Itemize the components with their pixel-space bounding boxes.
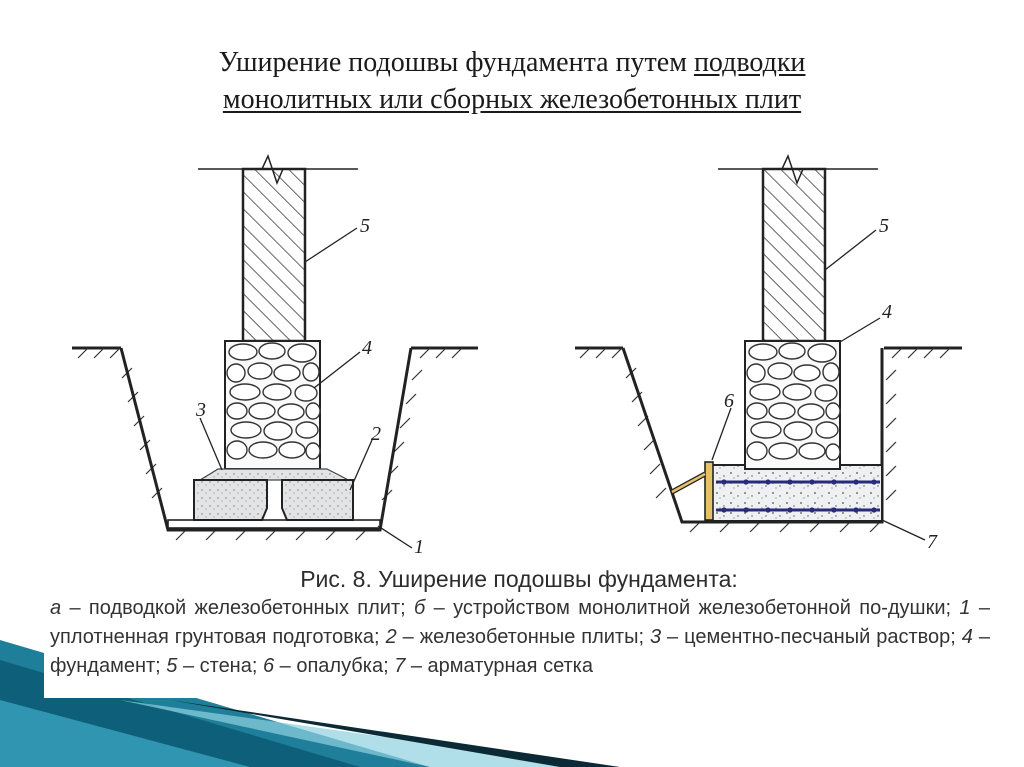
caption-text-7: – арматурная сетка — [405, 655, 593, 677]
left-label-2: 2 — [371, 423, 381, 445]
caption-key-5: 5 — [166, 655, 178, 677]
caption-key-4: 4 — [961, 626, 973, 648]
title-line1-underlined: подводки — [693, 47, 806, 78]
caption-text-cont-2: песчаный раствор; — [780, 626, 962, 648]
left-compacted-base — [168, 520, 380, 528]
caption-text-b: – устройством монолитной железобетонной по- — [425, 597, 888, 619]
right-label-5: 5 — [879, 215, 889, 237]
caption-text-a: – подводкой железобетонных плит; — [61, 597, 415, 619]
right-monolithic-cushion — [712, 465, 882, 521]
right-label-4: 4 — [882, 301, 892, 323]
title-line1: Уширение подошвы фундамента путем — [218, 47, 694, 78]
right-formwork — [705, 462, 713, 520]
caption-key-2: 2 — [385, 626, 397, 648]
right-label-6: 6 — [724, 390, 734, 412]
caption-text-2: – железобетонные плиты; — [396, 626, 650, 648]
left-label-4: 4 — [362, 337, 372, 359]
caption-key-3: 3 — [649, 626, 662, 648]
right-label-7: 7 — [927, 531, 937, 553]
left-label-1: 1 — [414, 536, 424, 558]
left-cement-mortar — [200, 469, 348, 480]
caption-text-3: – цементно- — [661, 626, 781, 648]
caption-key-a: а — [50, 597, 62, 619]
caption-key-6: 6 — [262, 655, 275, 677]
right-wall — [763, 169, 825, 341]
caption-key-1: 1 — [959, 597, 971, 619]
caption-text-5: – стена; — [177, 655, 263, 677]
left-wall — [243, 169, 305, 341]
caption-text-1: – уплотненная грунтовая подготовка; — [50, 597, 990, 648]
caption-text-cont-1: душки; — [887, 597, 960, 619]
left-label-3: 3 — [196, 399, 206, 421]
caption-key-7: 7 — [394, 655, 406, 677]
left-label-5: 5 — [360, 215, 370, 237]
caption-heading: Рис. 8. Уширение подошвы фундамента: — [300, 566, 738, 592]
right-drawing — [575, 156, 962, 553]
caption-text-6: – опалубка; — [274, 655, 395, 677]
caption-text-4: – фундамент; — [50, 626, 990, 677]
title-line2: монолитных или сборных железобетонных плит — [222, 84, 802, 115]
caption-key-b: б — [414, 597, 426, 619]
left-drawing — [72, 156, 478, 558]
figure-caption — [44, 565, 994, 698]
left-rc-slab-1 — [194, 480, 267, 520]
left-rc-slab-2 — [282, 480, 353, 520]
caption-body — [44, 594, 994, 681]
